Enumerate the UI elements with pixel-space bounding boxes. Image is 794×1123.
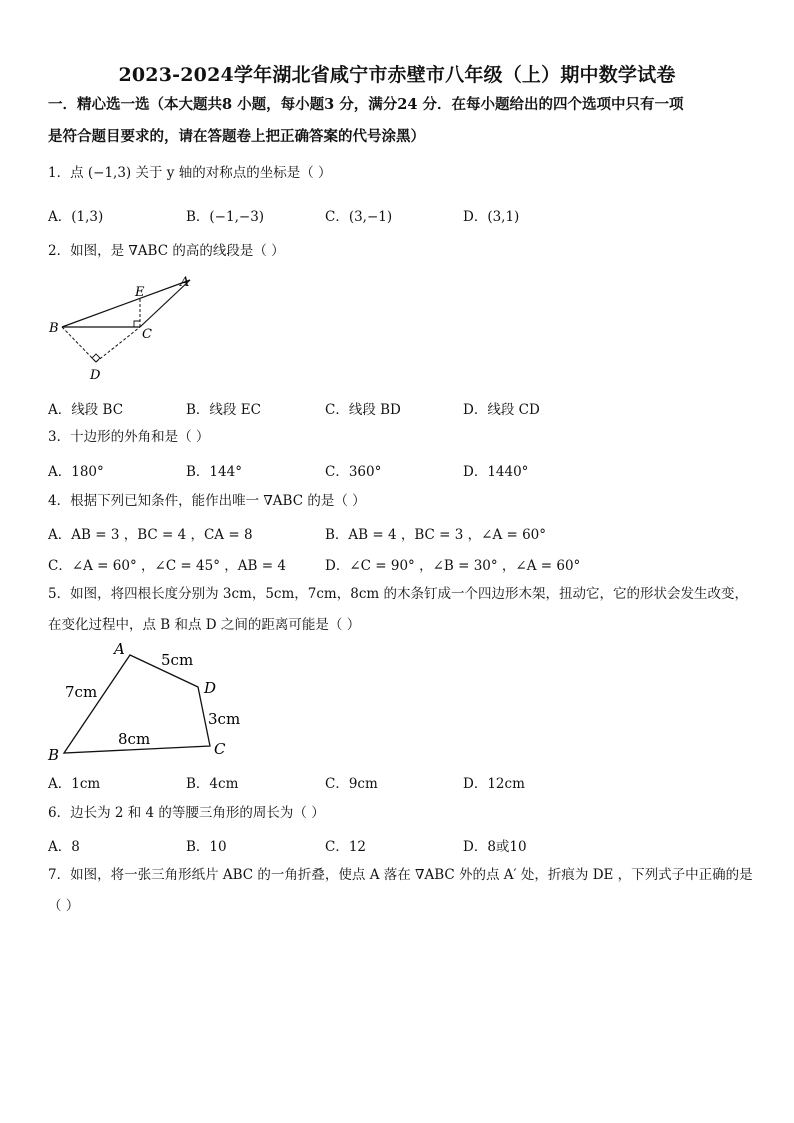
question-4-option-d: D．∠C = 90° ，∠B = 30° ，∠A = 60°: [325, 558, 581, 574]
question-7-stem-line-1: 7．如图，将一张三角形纸片 ABC 的一角折叠，使点 A 落在 ∇ABC 外的点 A′ 处，折痕为 DE ，下列式子中正确的是: [48, 867, 753, 883]
label-a: A: [114, 640, 125, 658]
question-4-options-row-2: [48, 554, 760, 574]
question-2-option-a: A．线段 BC: [48, 402, 124, 418]
question-4-option-a: A．AB = 3 ，BC = 4 ，CA = 8: [48, 527, 253, 543]
question-5-option-d: D．12cm: [463, 776, 525, 792]
label-b: B: [49, 321, 59, 336]
segment-ba: [62, 280, 190, 327]
question-1-option-d: D．(3,1): [463, 209, 520, 225]
label-a: A: [180, 275, 190, 290]
segment-dc-dashed: [96, 327, 140, 362]
question-5-option-a: A．1cm: [48, 776, 101, 792]
question-5-stem-line-1: 5．如图，将四根长度分别为 3cm，5cm，7cm，8cm 的木条钉成一个四边形木架，扭动它，它的形状会发生改变，: [48, 586, 748, 602]
question-2-option-c: C．线段 BD: [325, 402, 401, 418]
label-ad-5cm: 5cm: [161, 651, 194, 669]
question-2-stem: 2．如图，是 ∇ABC 的高的线段是（ ）: [48, 243, 285, 259]
question-6-option-d: D．8或10: [463, 839, 527, 855]
question-5-option-b: B．4cm: [186, 776, 239, 792]
question-3-stem: 3．十边形的外角和是（ ）: [48, 429, 210, 445]
question-1-option-c: C．(3,−1): [325, 209, 393, 225]
question-2-option-b: B．线段 EC: [186, 402, 261, 418]
label-d: D: [204, 679, 217, 697]
label-dc-3cm: 3cm: [208, 710, 241, 728]
question-6-option-b: B．10: [186, 839, 227, 855]
label-bc-8cm: 8cm: [118, 730, 151, 748]
question-4-options-row-1: [48, 523, 760, 543]
question-5-quadrilateral-figure: [44, 640, 254, 765]
right-angle-mark-d: [92, 354, 100, 362]
question-6-option-a: A．8: [48, 839, 80, 855]
question-5-option-c: C．9cm: [325, 776, 378, 792]
question-6-stem: 6．边长为 2 和 4 的等腰三角形的周长为（ ）: [48, 805, 325, 821]
question-4-option-b: B．AB = 4 ，BC = 3 ，∠A = 60°: [325, 527, 547, 543]
question-3-option-a: A．180°: [48, 464, 104, 480]
question-3-option-c: C．360°: [325, 464, 382, 480]
label-e: E: [135, 285, 145, 300]
right-angle-mark-c: [134, 321, 140, 327]
label-d: D: [90, 368, 101, 383]
question-2-triangle-figure: [44, 272, 204, 384]
question-1-option-b: B．(−1,−3): [186, 209, 265, 225]
question-4-stem: 4．根据下列已知条件，能作出唯一 ∇ABC 的是（ ）: [48, 493, 366, 509]
question-6-option-c: C．12: [325, 839, 367, 855]
section-heading-line-2: 是符合题目要求的，请在答题卷上把正确答案的代号涂黑）: [48, 128, 425, 145]
question-6-options: [48, 835, 760, 855]
question-5-options: [48, 772, 760, 792]
question-4-option-c: C．∠A = 60° ，∠C = 45° ，AB = 4: [48, 558, 286, 574]
question-2-options: [48, 398, 760, 418]
question-1-option-a: A．(1,3): [48, 209, 104, 225]
question-3-option-b: B．144°: [186, 464, 242, 480]
question-3-option-d: D．1440°: [463, 464, 529, 480]
question-1-stem: 1．点 (−1,3) 关于 y 轴的对称点的坐标是（ ）: [48, 165, 332, 181]
label-c: C: [214, 740, 226, 758]
question-5-stem-line-2: 在变化过程中，点 B 和点 D 之间的距离可能是（ ）: [48, 617, 361, 633]
page-title: 2023-2024学年湖北省咸宁市赤壁市八年级（上）期中数学试卷: [118, 64, 676, 86]
label-c: C: [142, 327, 152, 342]
segment-bd-dashed: [62, 327, 96, 362]
label-ab-7cm: 7cm: [65, 683, 98, 701]
label-b: B: [48, 746, 60, 764]
question-7-stem-line-2: （ ）: [48, 898, 80, 914]
question-1-options: [48, 205, 760, 225]
section-heading-line-1: 一．精心选一选（本大题共8 小题，每小题3 分，满分24 分．在每小题给出的四个选项中只有一项: [48, 96, 684, 113]
question-3-options: [48, 460, 760, 480]
question-2-option-d: D．线段 CD: [463, 402, 540, 418]
